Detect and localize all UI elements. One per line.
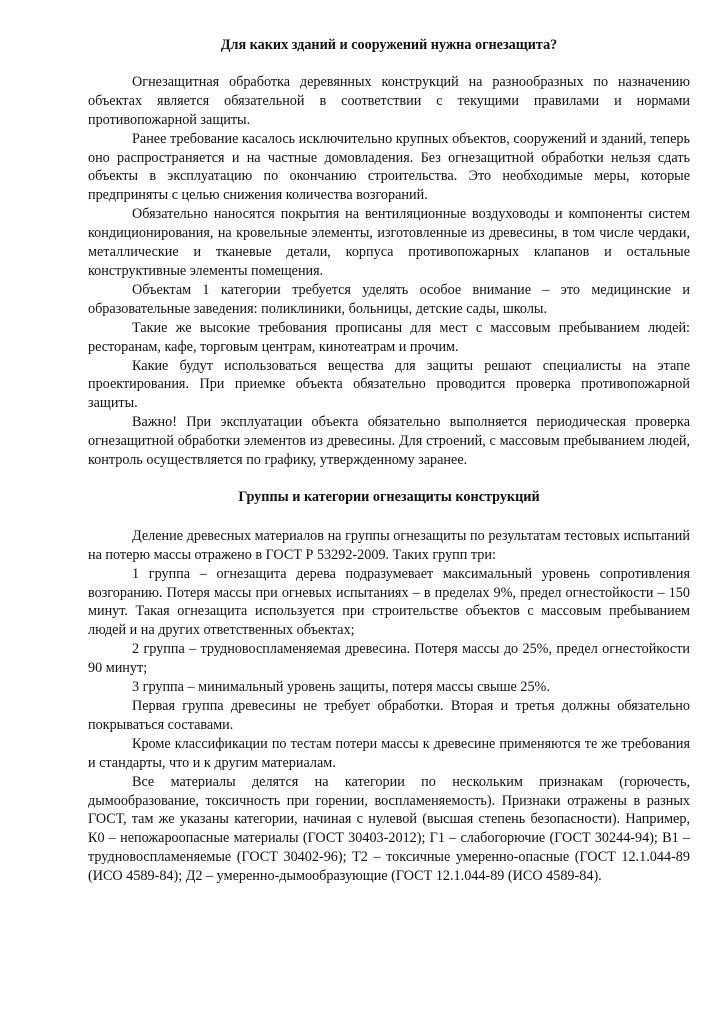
section-2-title: Группы и категории огнезащиты конструкций [238, 488, 540, 505]
paragraph: Первая группа древесины не требует обработки. Вторая и третья должны обязательно покрываться составами. [88, 698, 690, 733]
section-1-title: Для каких зданий и сооружений нужна огнезащита? [220, 37, 558, 53]
paragraph: Важно! При эксплуатации объекта обязательно выполняется периодическая проверка огнезащитной обработки элементов из древесины. Для строений, с массовым пребыванием людей, контроль осуществляется по графику, утвержденному заранее. [88, 414, 690, 469]
paragraph: Какие будут использоваться вещества для защиты решают специалисты на этапе проектирования. При приемке объекта обязательно проводится проверка противопожарной защиты. [88, 357, 690, 412]
paragraph: Такие же высокие требования прописаны для мест с массовым пребыванием людей: ресторанам, кафе, торговым центрам, кинотеатрам и прочим. [88, 319, 690, 355]
paragraph: Обязательно наносятся покрытия на вентиляционные воздуховоды и компоненты систем кондиционирования, на кровельные элементы, изготовленные из древесины, в том числе чердаки, металлические и тканевые детали, корпуса противопожарных клапанов и остальные конструктивные элементы помещения. [88, 206, 690, 279]
paragraph: Объектам 1 категории требуется уделять особое внимание – это медицинские и образовательные заведения: поликлиники, больницы, детские сады, школы. [88, 281, 690, 317]
paragraph: 1 группа – огнезащита дерева подразумевает максимальный уровень сопротивления возгоранию. Потеря массы при огневых испытаниях – в пределах 9%, предел огнестойкости – 150 минут. Такая огнезащита используется при строительстве объектов с массовым пребыванием людей и на других ответственных объектах; [88, 565, 690, 639]
paragraph: Деление древесных материалов на группы огнезащиты по результатам тестовых испытаний на потерю массы отражено в ГОСТ Р 53292-2009. Таких групп три: [88, 527, 690, 563]
paragraph: Огнезащитная обработка деревянных конструкций на разнообразных по назначению объектах является обязательной в соответствии с текущими правилами и нормами противопожарной защиты. [88, 73, 690, 128]
paragraph: 2 группа – трудновоспламеняемая древесина. Потеря массы до 25%, предел огнестойкости 90 минут; [88, 641, 690, 677]
paragraph: Ранее требование касалось исключительно крупных объектов, сооружений и зданий, теперь оно распространяется и на частные домовладения. Без огнезащитной обработки нельзя сдать объекты в эксплуатацию по окончанию строительства. Это необходимые меры, которые предприняты с целью снижения количества возгораний. [88, 130, 690, 204]
paragraph: Кроме классификации по тестам потери массы к древесине применяются те же требования и стандарты, что и к другим материалам. [88, 735, 690, 771]
paragraph: 3 группа – минимальный уровень защиты, потеря массы свыше 25%. [132, 679, 550, 696]
paragraph: Все материалы делятся на категории по нескольким признакам (горючесть, дымообразование, токсичность при горении, воспламеняемость). Признаки отражены в разных ГОСТ, там же указаны категории, начиная с нулевой (высшая степень безопасности). Например, К0 – непожароопасные материалы (ГОСТ 30403-2012); Г1 – слабогорючие (ГОСТ 30244-94); В1 – трудновоспламеняемые (ГОСТ 30402-96); Т2 – токсичные умеренно-опасные (ГОСТ 12.1.044-89 (ИСО 4589-84); Д2 – умеренно-дымообразующие (ГОСТ 12.1.044-89 (ИСО 4589-84). [88, 773, 690, 885]
